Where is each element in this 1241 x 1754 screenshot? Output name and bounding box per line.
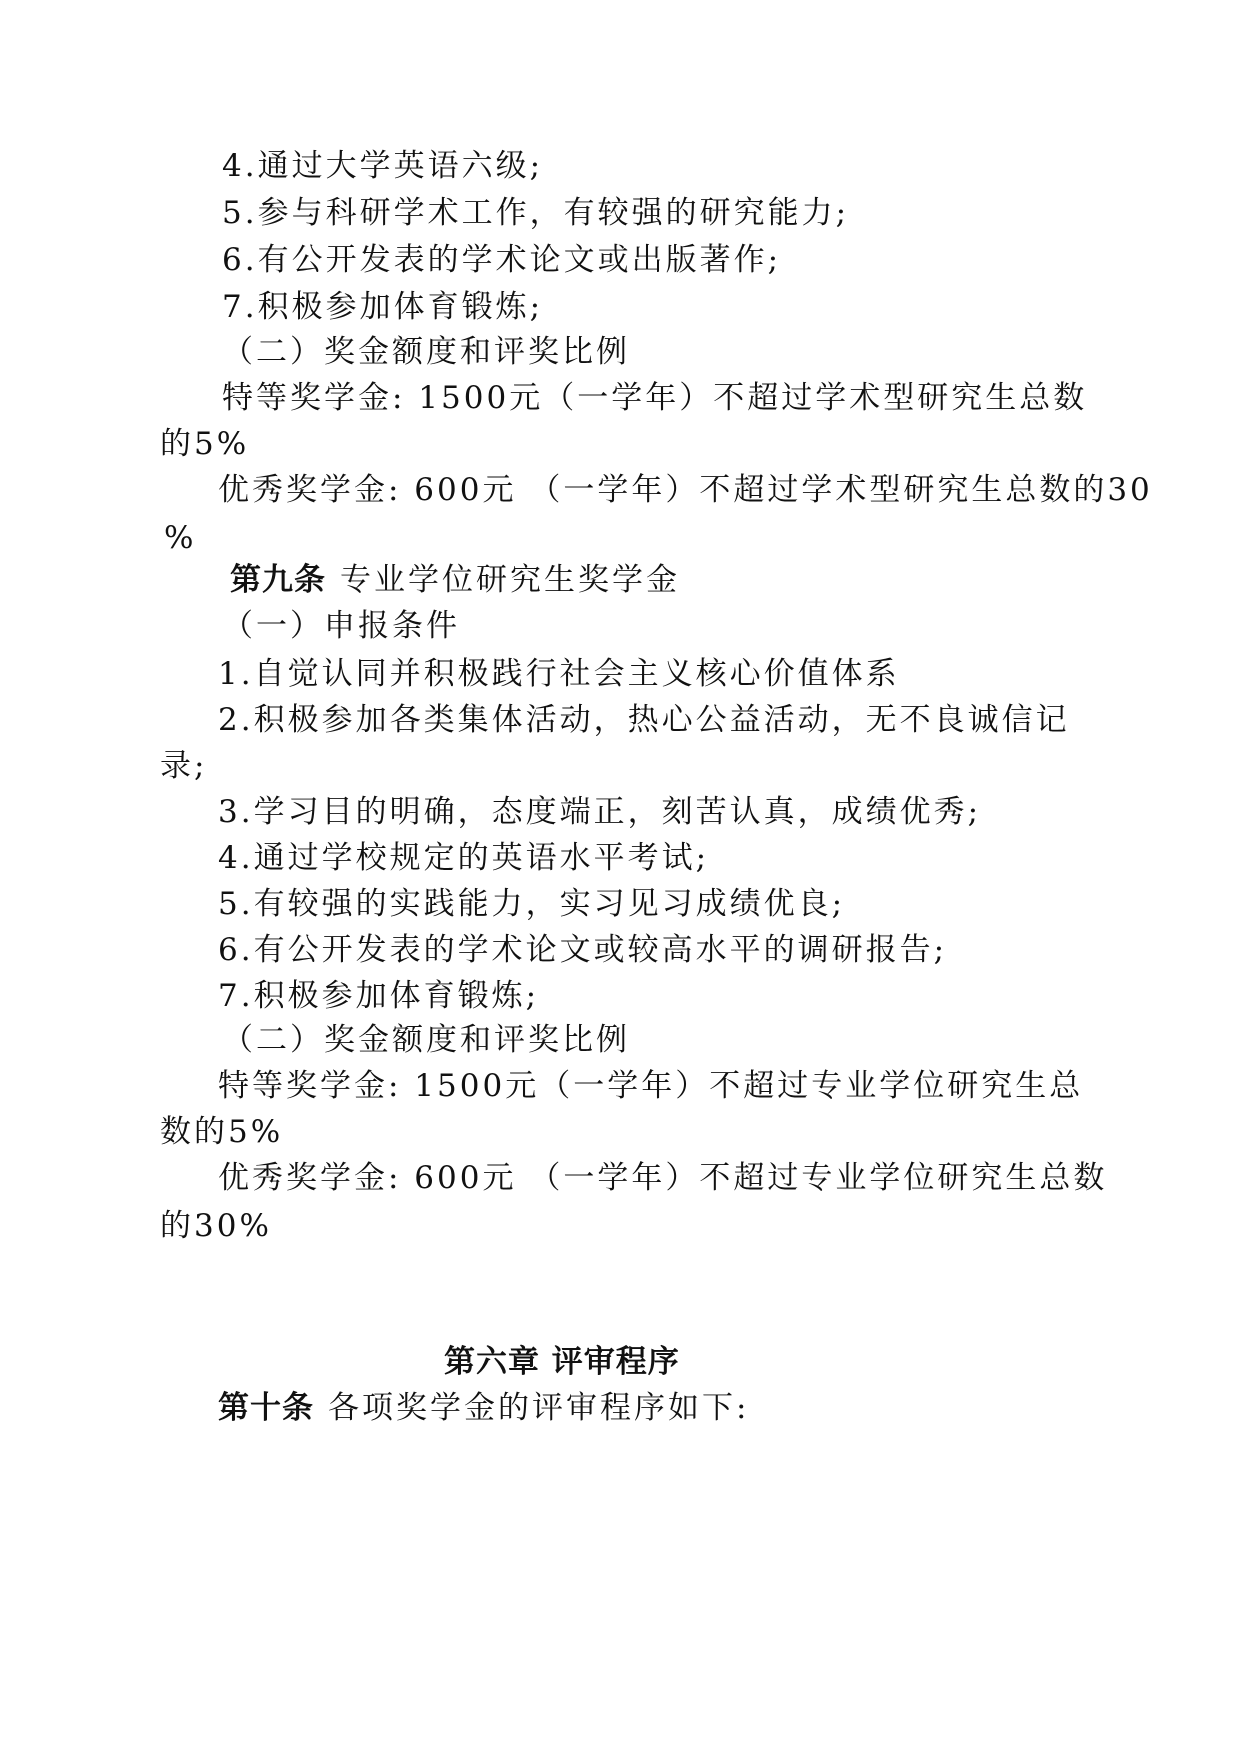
special-award-line-cont: 的5% [160,426,250,462]
article-9-title: 专业学位研究生奖学金 [340,562,680,598]
item-publications: 6.有公开发表的学术论文或出版著作; [222,242,782,278]
item-exercise: 7.积极参加体育锻炼; [222,289,544,325]
condition-values: 1.自觉认同并积极践行社会主义核心价值体系 [218,656,900,692]
article-10-heading [218,1388,749,1428]
subheading-award-amount-2: （二）奖金额度和评奖比例 [222,1022,630,1058]
special-award-line: 特等奖学金: 1500元（一学年）不超过学术型研究生总数 [222,380,1088,416]
excellent-award-line-2-cont: 的30% [160,1208,272,1244]
condition-publications: 6.有公开发表的学术论文或较高水平的调研报告; [218,932,948,968]
excellent-award-line-cont: % [164,520,197,556]
special-award-line-2-cont: 数的5% [160,1114,284,1150]
article-10-title: 各项奖学金的评审程序如下: [328,1390,750,1426]
condition-practice: 5.有较强的实践能力，实习见习成绩优良; [218,886,846,922]
subheading-award-amount: （二）奖金额度和评奖比例 [222,334,630,370]
excellent-award-line-2: 优秀奖学金: 600元 （一学年）不超过专业学位研究生总数 [218,1160,1108,1196]
item-cet6: 4.通过大学英语六级; [222,148,544,184]
condition-study: 3.学习目的明确，态度端正，刻苦认真，成绩优秀; [218,794,982,830]
condition-activities-cont: 录; [160,748,208,784]
item-research: 5.参与科研学术工作，有较强的研究能力; [222,195,850,231]
article-9-heading [230,560,680,600]
condition-exercise: 7.积极参加体育锻炼; [218,978,540,1014]
condition-english: 4.通过学校规定的英语水平考试; [218,840,710,876]
subheading-conditions: （一）申报条件 [222,608,460,644]
excellent-award-line: 优秀奖学金: 600元 （一学年）不超过学术型研究生总数的30 [218,472,1153,508]
article-10-number: 第十条 [218,1390,314,1426]
chapter-6-heading: 第六章 评审程序 [444,1344,680,1380]
special-award-line-2: 特等奖学金: 1500元（一学年）不超过专业学位研究生总 [218,1068,1084,1104]
condition-activities: 2.积极参加各类集体活动，热心公益活动，无不良诚信记 [218,702,1070,738]
article-9-number: 第九条 [230,562,326,598]
